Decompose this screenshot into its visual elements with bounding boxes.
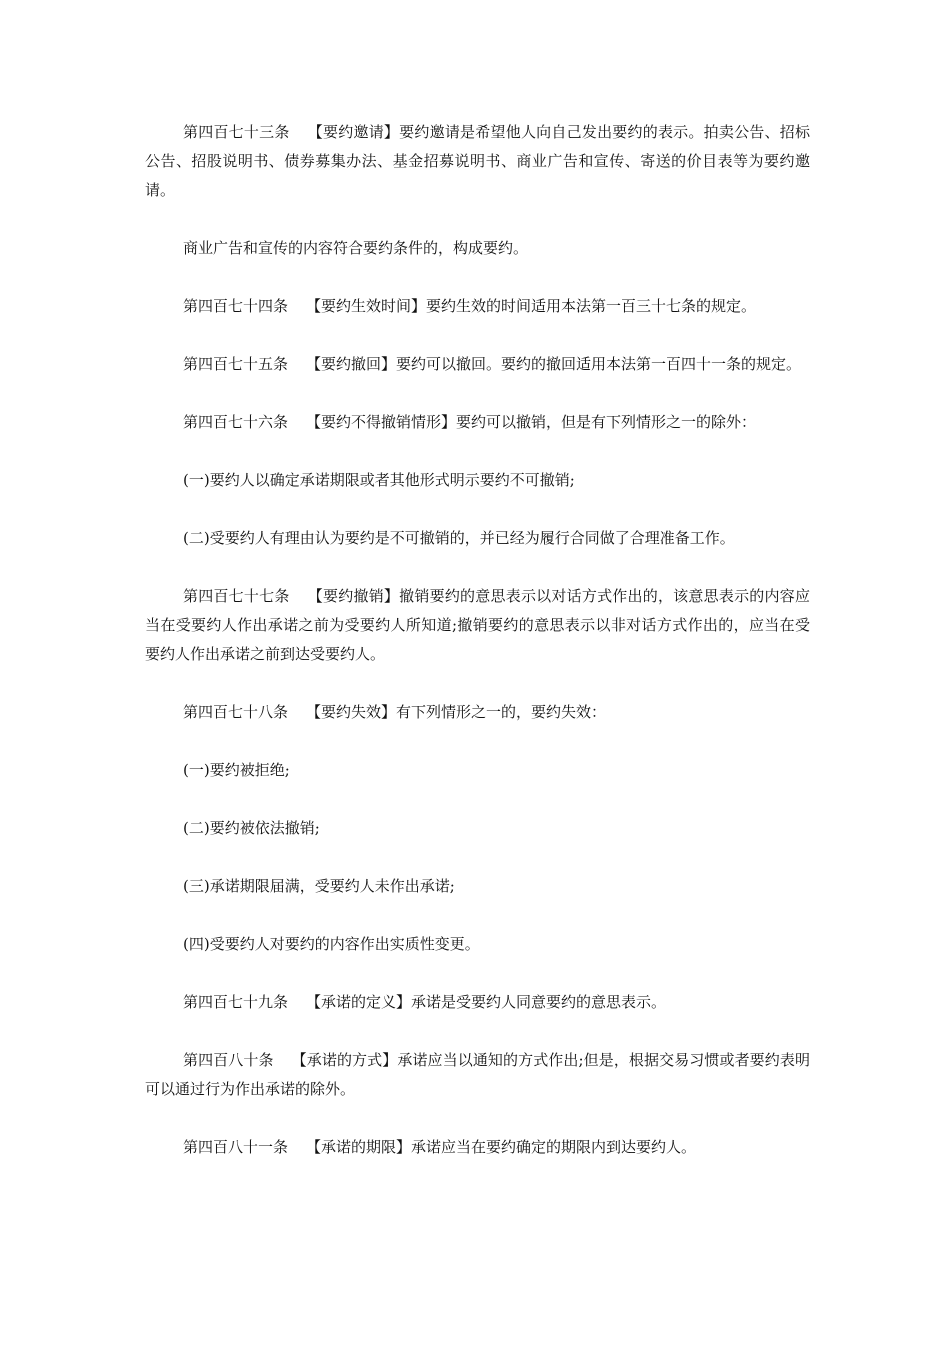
article-title: 【承诺的期限】	[306, 1138, 412, 1156]
article-text: 要约生效的时间适用本法第一百三十七条的规定。	[426, 297, 757, 315]
article-title: 【要约失效】	[306, 703, 397, 721]
article-number: 第四百七十九条	[183, 993, 289, 1011]
article-473-para-2	[145, 234, 810, 263]
article-text: 撤销要约的意思表示以对话方式作出的，该意思表示的内容应当在受要约人作出承诺之前为受要约人所知道;撤销要约的意思表示以非对话方式作出的，应当在受要约人作出承诺之前到达受要约人。	[145, 587, 810, 663]
article-number: 第四百八十一条	[183, 1138, 289, 1156]
article-title: 【要约不得撤销情形】	[306, 413, 457, 431]
article-478-item-4	[145, 930, 810, 959]
article-476	[145, 408, 810, 437]
list-item-text: (三)承诺期限届满，受要约人未作出承诺;	[183, 877, 455, 895]
article-473	[145, 118, 810, 205]
article-number: 第四百七十五条	[183, 355, 289, 373]
article-476-item-1	[145, 466, 810, 495]
article-title: 【要约撤销】	[307, 587, 400, 605]
article-475	[145, 350, 810, 379]
article-477	[145, 582, 810, 669]
article-text: 承诺应当以通知的方式作出;但是，根据交易习惯或者要约表明可以通过行为作出承诺的除外。	[145, 1051, 810, 1098]
article-title: 【承诺的定义】	[306, 993, 412, 1011]
list-item-text: (二)要约被依法撤销;	[183, 819, 320, 837]
list-item-text: (一)要约被拒绝;	[183, 761, 290, 779]
article-text: 承诺应当在要约确定的期限内到达要约人。	[411, 1138, 697, 1156]
article-number: 第四百七十八条	[183, 703, 289, 721]
article-title: 【承诺的方式】	[291, 1051, 398, 1069]
article-480	[145, 1046, 810, 1104]
paragraph-text: 商业广告和宣传的内容符合要约条件的，构成要约。	[183, 239, 529, 257]
article-number: 第四百七十六条	[183, 413, 289, 431]
article-478-item-2	[145, 814, 810, 843]
article-text: 要约可以撤销，但是有下列情形之一的除外：	[456, 413, 757, 431]
article-text: 要约邀请是希望他人向自己发出要约的表示。拍卖公告、招标公告、招股说明书、债券募集办法、基金招募说明书、商业广告和宣传、寄送的价目表等为要约邀请。	[145, 123, 810, 199]
list-item-text: (二)受要约人有理由认为要约是不可撤销的，并已经为履行合同做了合理准备工作。	[183, 529, 735, 547]
article-478	[145, 698, 810, 727]
article-text: 有下列情形之一的，要约失效：	[396, 703, 607, 721]
article-text: 承诺是受要约人同意要约的意思表示。	[411, 993, 667, 1011]
article-478-item-3	[145, 872, 810, 901]
list-item-text: (一)要约人以确定承诺期限或者其他形式明示要约不可撤销;	[183, 471, 575, 489]
article-title: 【要约撤回】	[306, 355, 397, 373]
article-text: 要约可以撤回。要约的撤回适用本法第一百四十一条的规定。	[396, 355, 802, 373]
article-title: 【要约邀请】	[307, 123, 400, 141]
article-474	[145, 292, 810, 321]
article-number: 第四百七十四条	[183, 297, 289, 315]
article-title: 【要约生效时间】	[306, 297, 427, 315]
document-page	[145, 118, 810, 1191]
article-number: 第四百八十条	[183, 1051, 274, 1069]
article-481	[145, 1133, 810, 1162]
article-479	[145, 988, 810, 1017]
article-number: 第四百七十三条	[183, 123, 290, 141]
article-number: 第四百七十七条	[183, 587, 290, 605]
list-item-text: (四)受要约人对要约的内容作出实质性变更。	[183, 935, 480, 953]
article-476-item-2	[145, 524, 810, 553]
article-478-item-1	[145, 756, 810, 785]
